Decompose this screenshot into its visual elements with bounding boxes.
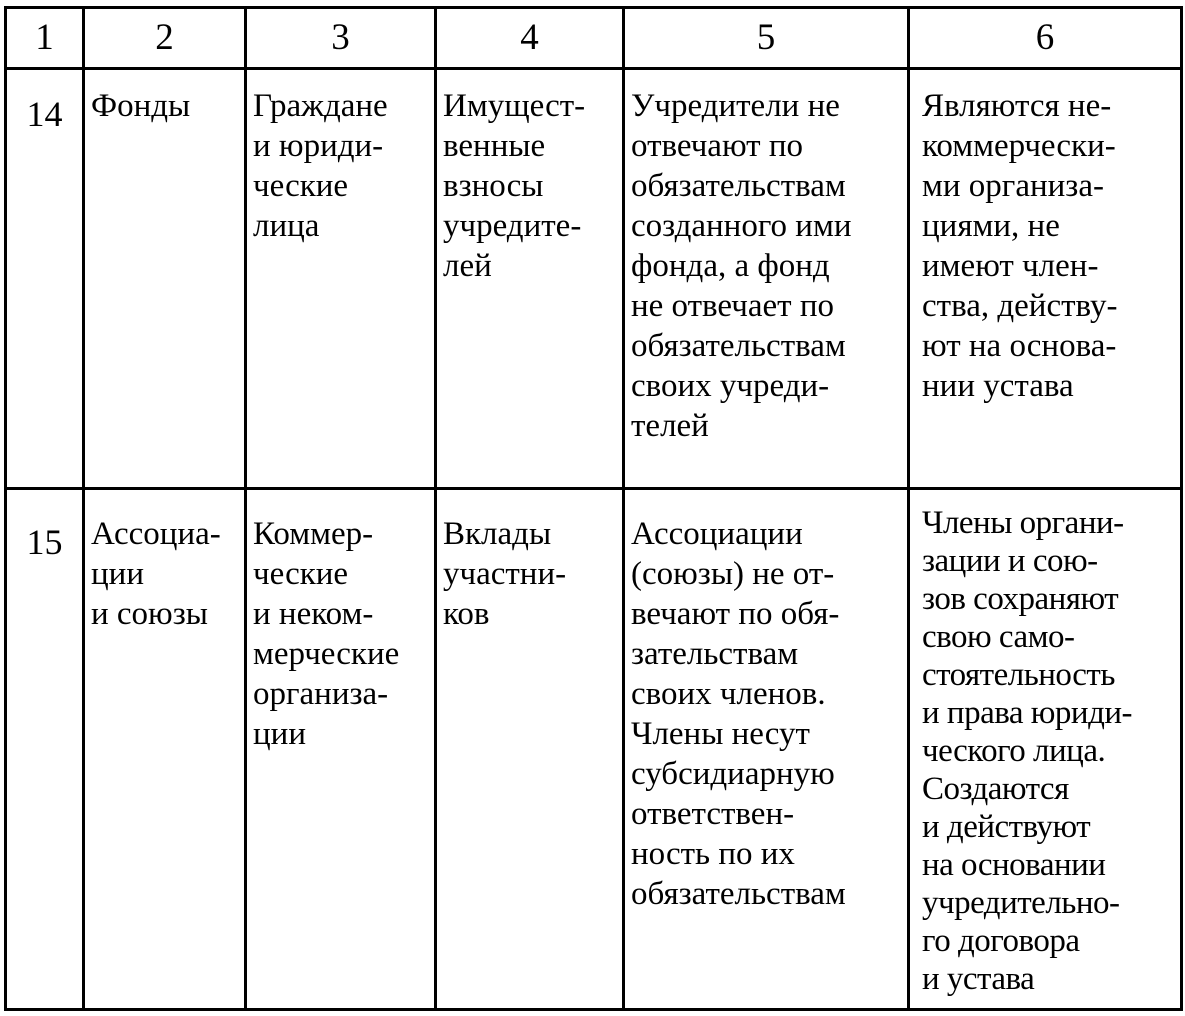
column-header: 5 — [624, 8, 909, 69]
table-header-row — [6, 8, 1182, 69]
liability-cell: Учредители не отвечают по обязательствам созданного ими фонда, а фонд не отвечает по обязательствам своих учреди- телей — [624, 69, 909, 489]
property-source-cell: Имущест- венные взносы учредите- лей — [436, 69, 624, 489]
notes-cell: Члены органи- зации и сою- зов сохраняют свою само- стоятельность и права юриди- ческого лица. Создаются и действуют на основании учредительно- го договора и устава — [909, 489, 1182, 1010]
founders-cell: Граждане и юриди- ческие лица — [246, 69, 436, 489]
liability-cell: Ассоциации (союзы) не от- вечают по обя- зательствам своих членов. Члены несут субсидиарную ответствен- ность по их обязательствам — [624, 489, 909, 1010]
row-number: 14 — [6, 69, 84, 489]
notes-cell: Являются не- коммерчески- ми организа- циями, не имеют член- ства, действу- ют на основа- нии устава — [909, 69, 1182, 489]
column-header: 3 — [246, 8, 436, 69]
column-header: 6 — [909, 8, 1182, 69]
table-row — [6, 69, 1182, 489]
organization-type-cell: Ассоциа- ции и союзы — [84, 489, 246, 1010]
column-header: 1 — [6, 8, 84, 69]
founders-cell: Коммер- ческие и неком- мерческие организа- ции — [246, 489, 436, 1010]
organization-type-cell: Фонды — [84, 69, 246, 489]
property-source-cell: Вклады участни- ков — [436, 489, 624, 1010]
column-header: 4 — [436, 8, 624, 69]
organizations-table — [4, 6, 1183, 1011]
table-row — [6, 489, 1182, 1010]
column-header: 2 — [84, 8, 246, 69]
row-number: 15 — [6, 489, 84, 1010]
